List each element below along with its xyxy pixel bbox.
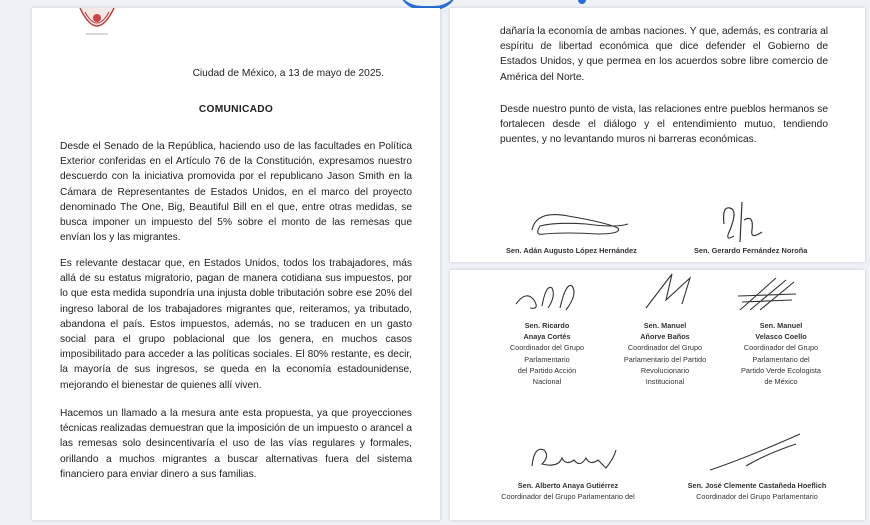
signature-fernandez-icon bbox=[712, 196, 772, 248]
document-page-right-bottom bbox=[450, 270, 865, 520]
paragraph-2: Es relevante destacar que, en Estados Unidos, todos los trabajadores, más allá de su estatus migratorio, pagan de manera cotidiana sus impuestos, por lo que esta medida supondría una injusta doble tributación sobre ese 20% del ingreso laboral de los trabajadores migrantes que, reiteramos, ya tributado, abandona el país. Estos impuestos, además, no se traducen en un gasto social para el grupo poblacional que los genera, en muchos casos imposibilitado para acceder a las políticas sociales. El 80% restante, es decir, la mayoría de sus ingresos, se queda en la economía estadounidense, mejorando el bienestar de quienes allí viven. bbox=[60, 258, 412, 391]
paragraph-3: Hacemos un llamado a la mesura ante esta propuesta, ya que proyecciones técnicas realizadas demuestran que la imposición de un impuesto o arancel a las remesas solo desincentivaría el uso de las vías regulares y formales, orillando a muchos migrantes a buscar alternativas fuera del sistema financiero para enviar dinero a sus familias. bbox=[60, 408, 412, 480]
paragraph-5: Desde nuestro punto de vista, las relaciones entre pueblos hermanos se fortalecen desde el diálogo y el entendimiento mutuo, tendiendo puentes, y no levantando muros ni barreras económicas. bbox=[500, 104, 828, 146]
signature-lopez-icon bbox=[526, 204, 636, 246]
paragraph-4: dañaría la economía de ambas naciones. Y que, además, es contraria al espíritu de libertad económica que dice defender el Gobierno de Estados Unidos, y que permea en los acuerdos sobre libre comercio de América del Norte. bbox=[500, 26, 828, 83]
signature-velasco-icon bbox=[736, 274, 800, 314]
document-page-left bbox=[32, 8, 440, 520]
signatory-block-anaya-gutierrez: Sen. Alberto Anaya Gutiérrez Coordinador del Grupo Parlamentario del bbox=[501, 481, 635, 502]
signatory-name-1: Sen. Adán Augusto López Hernández bbox=[506, 246, 637, 255]
signature-anaya-icon bbox=[512, 280, 582, 314]
document-title: COMUNICADO bbox=[198, 104, 274, 115]
signature-anaya-gutierrez-icon bbox=[528, 438, 620, 476]
signatory-block-velasco-coello: Sen. Manuel Velasco Coello Coordinador del Grupo Parlamentario del Partido Verde Ecologista de México bbox=[741, 321, 821, 387]
signatory-block-castaneda-hoeflich: Sen. José Clemente Castañeda Hoeflich Coordinador del Grupo Parlamentario bbox=[687, 481, 827, 502]
signatory-block-anaya-cortes: Sen. Ricardo Anaya Cortés Coordinador del Grupo Parlamentario del Partido Acción Nacional bbox=[509, 321, 585, 387]
document-page-right-top bbox=[450, 8, 865, 262]
signatory-block-anorve-banos: Sen. Manuel Añorve Baños Coordinador del Grupo Parlamentario del Partido Revolucionario Institucional bbox=[623, 321, 707, 387]
header-decoration-dot bbox=[578, 0, 586, 4]
paragraph-1: Desde el Senado de la República, haciendo uso de las facultades en Política Exterior conferidas en el Artículo 76 de la Constitución, expresamos nuestro descuerdo con la iniciativa promovida por el republicano Jason Smith en la Cámara de Representantes de Estados Unidos, en el marco del proyecto denominado The One, Big, Beautiful Bill en el que, entre otras medidas, se busca imponer un impuesto del 5% sobre el monto de las remesas que envían los y las migrantes. bbox=[60, 141, 412, 244]
document-date: Ciudad de México, a 13 de mayo de 2025. bbox=[192, 68, 384, 79]
signature-castaneda-icon bbox=[706, 430, 806, 476]
signature-anorve-icon bbox=[642, 270, 702, 312]
signatory-name-2: Sen. Gerardo Fernández Noroña bbox=[694, 246, 808, 255]
senate-seal-icon bbox=[76, 8, 118, 42]
